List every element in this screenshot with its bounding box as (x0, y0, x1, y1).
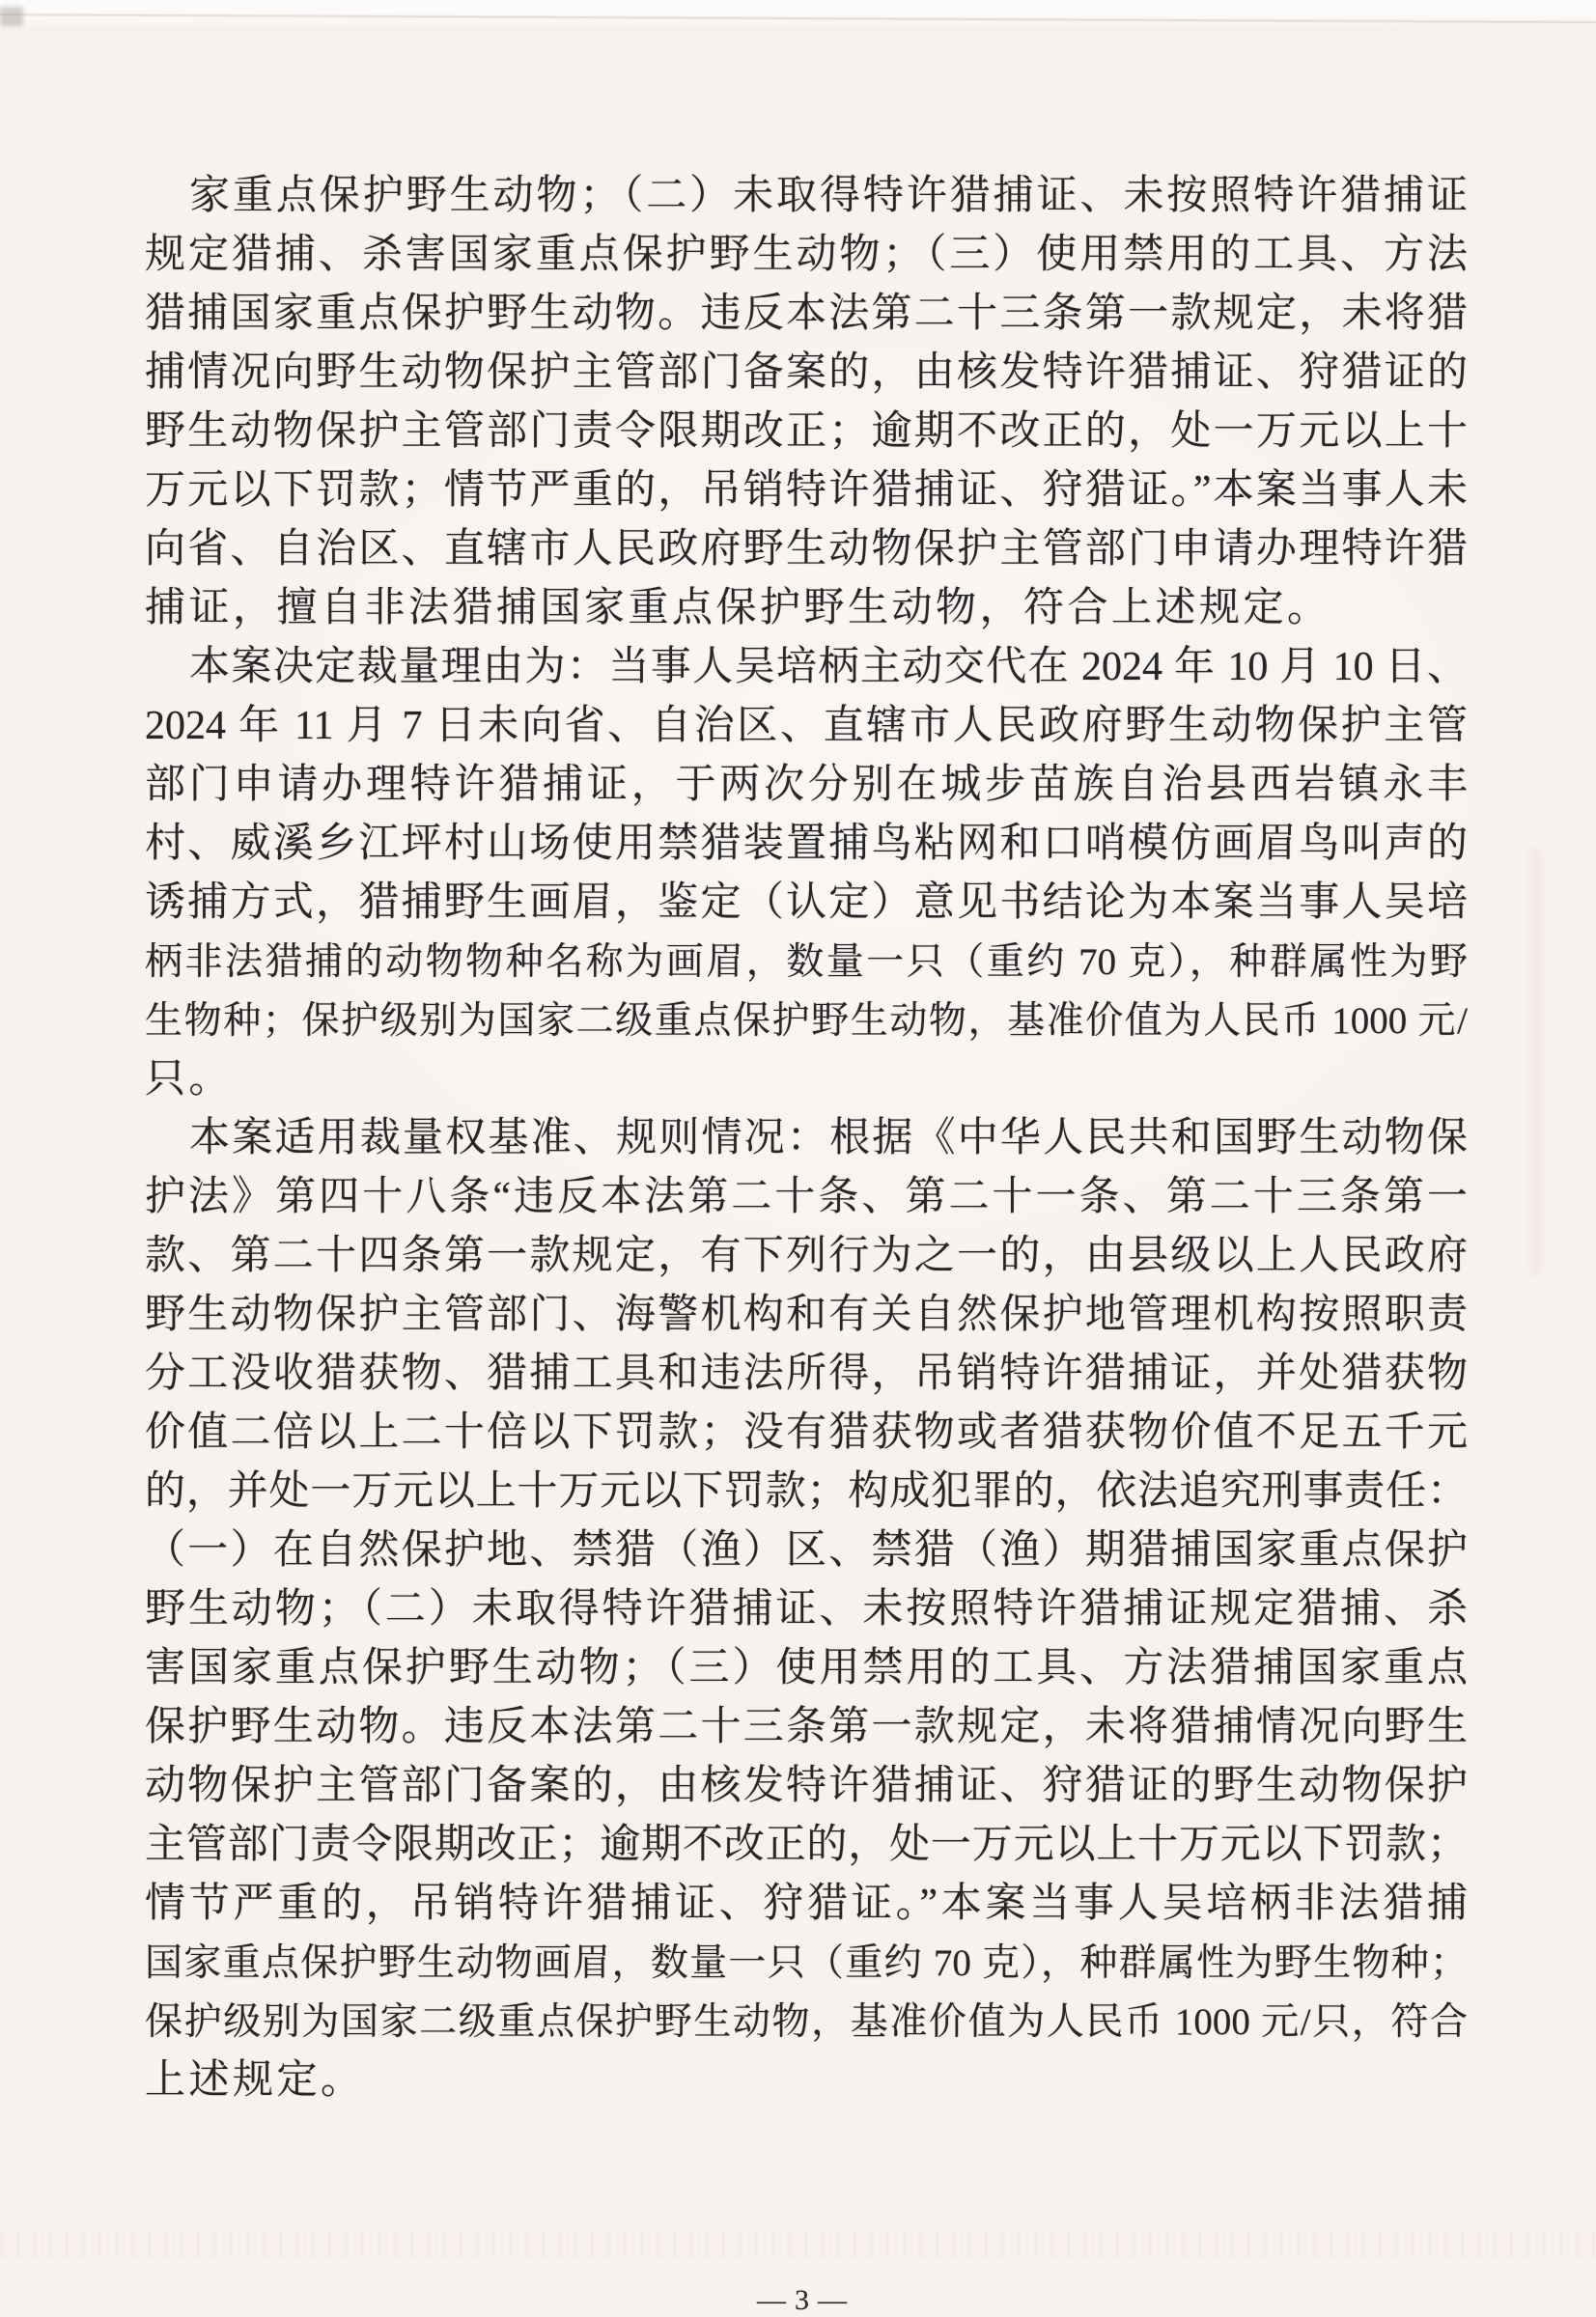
text-line: 2024 年 11 月 7 日未向省、自治区、直辖市人民政府野生动物保护主管 (145, 704, 1468, 748)
text-line: 上述规定。 (145, 2058, 365, 2103)
text-line: 猎捕国家重点保护野生动物。违反本法第二十三条第一款规定，未将猎 (145, 292, 1468, 336)
text-line: 捕情况向野生动物保护主管部门备案的，由核发特许猎捕证、狩猎证的 (145, 350, 1468, 395)
text-line: 家重点保护野生动物；（二）未取得特许猎捕证、未按照特许猎捕证 (189, 174, 1468, 218)
document-text-block (145, 167, 1468, 2316)
text-line: 向省、自治区、直辖市人民政府野生动物保护主管部门申请办理特许猎 (145, 527, 1468, 572)
text-line: 款、第二十四条第一款规定，有下列行为之一的，由县级以上人民政府 (145, 1234, 1468, 1278)
text-line: 本案适用裁量权基准、规则情况：根据《中华人民共和国野生动物保 (189, 1116, 1468, 1160)
text-line: 万元以下罚款；情节严重的，吊销特许猎捕证、狩猎证。”本案当事人未 (145, 468, 1468, 513)
text-line: 本案决定裁量理由为：当事人吴培柄主动交代在 2024 年 10 月 10 日、 (189, 645, 1468, 689)
text-line: 村、威溪乡江坪村山场使用禁猎装置捕鸟粘网和口哨模仿画眉鸟叫声的 (145, 822, 1468, 866)
text-line: 害国家重点保护野生动物；（三）使用禁用的工具、方法猎捕国家重点 (145, 1646, 1468, 1690)
text-line: 野生动物保护主管部门责令限期改正；逾期不改正的，处一万元以上十 (145, 409, 1468, 454)
text-line: 主管部门责令限期改正；逾期不改正的，处一万元以上十万元以下罚款； (145, 1823, 1468, 1867)
text-line: 生物种；保护级别为国家二级重点保护野生动物，基准价值为人民币 1000 元/ (145, 1000, 1468, 1042)
text-line: 分工没收猎获物、猎捕工具和违法所得，吊销特许猎捕证，并处猎获物 (145, 1352, 1468, 1396)
page-number: —3— (757, 2284, 855, 2316)
text-line: 诱捕方式，猎捕野生画眉，鉴定（认定）意见书结论为本案当事人吴培 (145, 880, 1468, 925)
text-line: 价值二倍以上二十倍以下罚款；没有猎获物或者猎获物价值不足五千元 (145, 1410, 1468, 1455)
text-line: 只。 (145, 1057, 234, 1102)
text-line: 的，并处一万元以上十万元以下罚款；构成犯罪的，依法追究刑事责任： (145, 1469, 1468, 1514)
text-line: 护法》第四十八条“违反本法第二十条、第二十一条、第二十三条第一 (145, 1175, 1468, 1219)
scan-streak-right (1531, 850, 1541, 1274)
text-line: 国家重点保护野生动物画眉，数量一只（重约 70 克），种群属性为野生物种； (145, 1942, 1468, 1984)
text-line: 野生动物保护主管部门、海警机构和有关自然保护地管理机构按照职责 (145, 1293, 1468, 1337)
text-line: 保护级别为国家二级重点保护野生动物，基准价值为人民币 1000 元/只，符合 (145, 2001, 1468, 2043)
scan-edge-top-line (0, 14, 1596, 23)
scan-noise-bottom (0, 2230, 1596, 2257)
text-line: 部门申请办理特许猎捕证，于两次分别在城步苗族自治县西岩镇永丰 (145, 763, 1468, 807)
text-line: 捕证，擅自非法猎捕国家重点保护野生动物，符合上述规定。 (145, 586, 1331, 630)
text-line: 保护野生动物。违反本法第二十三条第一款规定，未将猎捕情况向野生 (145, 1705, 1468, 1749)
text-line: 规定猎捕、杀害国家重点保护野生动物；（三）使用禁用的工具、方法 (145, 233, 1468, 277)
text-line: 动物保护主管部门备案的，由核发特许猎捕证、狩猎证的野生动物保护 (145, 1764, 1468, 1808)
text-line: （一）在自然保护地、禁猎（渔）区、禁猎（渔）期猎捕国家重点保护 (145, 1528, 1468, 1573)
text-line: 情节严重的，吊销特许猎捕证、狩猎证。”本案当事人吴培柄非法猎捕 (145, 1882, 1468, 1926)
text-line: 野生动物；（二）未取得特许猎捕证、未按照特许猎捕证规定猎捕、杀 (145, 1587, 1468, 1632)
text-line: 柄非法猎捕的动物物种名称为画眉，数量一只（重约 70 克），种群属性为野 (145, 941, 1468, 983)
scan-corner-mark (0, 7, 23, 26)
